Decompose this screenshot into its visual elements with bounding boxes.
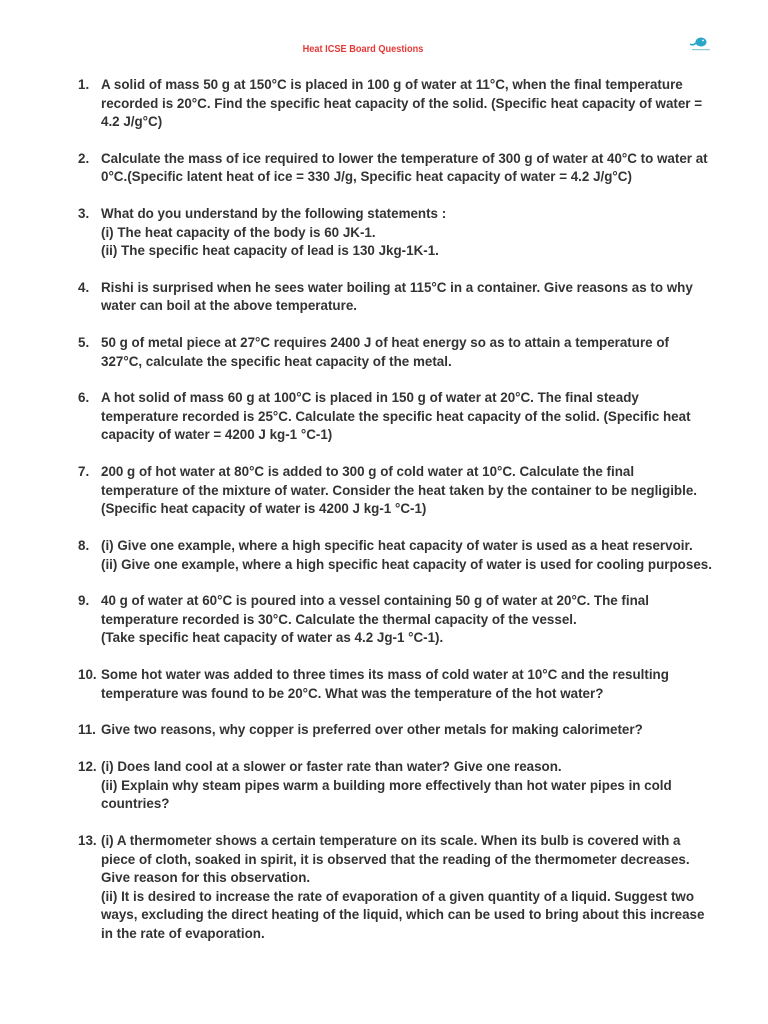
question-text-line: (ii) Give one example, where a high specific heat capacity of water is used for cooling purposes. — [101, 556, 712, 572]
question-text-line: Give reason for this observation. — [101, 870, 311, 886]
question-number: 11. — [78, 722, 96, 738]
question-number: 7. — [78, 464, 90, 480]
question-number: 6. — [78, 390, 90, 406]
question-text-line: Rishi is surprised when he sees water boiling at 115°C in a container. Give reasons as to why — [101, 279, 693, 295]
question-text-line: 4.2 J/g°C) — [101, 114, 163, 129]
question-item — [0, 150, 768, 187]
question-text-line: 40 g of water at 60°C is poured into a vessel containing 50 g of water at 20°C. The final — [101, 593, 649, 609]
question-text-line: temperature of the mixture of water. Consider the heat taken by the container to be negligible. — [101, 482, 697, 498]
question-text-line: in the rate of evaporation. — [101, 925, 265, 941]
question-text-line: (ii) Explain why steam pipes warm a building more effectively than hot water pipes in cold — [101, 777, 672, 793]
question-list — [0, 76, 768, 961]
question-item — [0, 758, 768, 814]
question-number: 8. — [78, 538, 90, 554]
question-text-line: (Specific heat capacity of water is 4200 J kg-1 °C-1) — [101, 501, 427, 517]
question-text-line: Some hot water was added to three times its mass of cold water at 10°C and the resulting — [101, 667, 669, 683]
question-text-line: temperature recorded is 25°C. Calculate the specific heat capacity of the solid. (Specific heat — [101, 408, 691, 424]
question-number: 5. — [78, 335, 90, 351]
question-text-line: (i) A thermometer shows a certain temperature on its scale. When its bulb is covered with a — [101, 833, 681, 849]
question-text-line: (ii) It is desired to increase the rate of evaporation of a given quantity of a liquid. Suggest two — [101, 888, 694, 904]
question-text-line: (Take specific heat capacity of water as 4.2 Jg-1 °C-1). — [101, 630, 444, 646]
question-text-line: (i) The heat capacity of the body is 60 JK-1. — [101, 224, 376, 240]
question-text-line: Calculate the mass of ice required to lower the temperature of 300 g of water at 40°C to water at — [101, 150, 708, 166]
page-title: Heat ICSE Board Questions — [302, 44, 424, 55]
question-number: 2. — [78, 150, 90, 166]
question-text-line: temperature was found to be 20°C. What was the temperature of the hot water? — [101, 685, 604, 701]
page-header — [0, 44, 768, 60]
question-number: 3. — [78, 206, 90, 222]
question-text-line: A solid of mass 50 g at 150°C is placed in 100 g of water at 11°C, when the final temperature — [101, 77, 683, 92]
question-text-line: 0°C.(Specific latent heat of ice = 330 J/g, Specific heat capacity of water = 4.2 J/g°C) — [101, 169, 632, 185]
question-item — [0, 537, 768, 574]
question-text-line: 200 g of hot water at 80°C is added to 300 g of cold water at 10°C. Calculate the final — [101, 464, 635, 480]
question-item — [0, 666, 768, 703]
question-text-line: ways, excluding the direct heating of the liquid, which can be used to bring about this increase — [101, 907, 705, 923]
question-item — [0, 279, 768, 316]
question-item — [0, 592, 768, 648]
question-text-line: Give two reasons, why copper is preferred over other metals for making calorimeter? — [101, 722, 643, 738]
question-text-line: A hot solid of mass 60 g at 100°C is placed in 150 g of water at 20°C. The final steady — [101, 390, 639, 406]
question-text-line: (ii) The specific heat capacity of lead is 130 Jkg-1K-1. — [101, 243, 439, 259]
question-item — [0, 76, 768, 132]
question-text-line: recorded is 20°C. Find the specific heat capacity of the solid. (Specific heat capacity of water = — [101, 95, 703, 111]
question-number: 9. — [78, 593, 90, 609]
question-text-line: (i) Does land cool at a slower or faster rate than water? Give one reason. — [101, 759, 562, 775]
question-item — [0, 721, 768, 740]
question-number: 13. — [78, 833, 97, 849]
question-text-line: What do you understand by the following statements : — [101, 206, 447, 222]
question-text-line: (i) Give one example, where a high specific heat capacity of water is used as a heat reservoir. — [101, 538, 693, 554]
question-number: 1. — [78, 77, 90, 92]
question-text-line: water can boil at the above temperature. — [101, 298, 357, 314]
question-text-line: temperature recorded is 30°C. Calculate the thermal capacity of the vessel. — [101, 611, 577, 627]
question-number: 12. — [78, 759, 97, 775]
question-text-line: piece of cloth, soaked in spirit, it is observed that the reading of the thermometer decreases. — [101, 851, 690, 867]
question-item — [0, 463, 768, 519]
question-item — [0, 832, 768, 943]
question-text-line: 327°C, calculate the specific heat capacity of the metal. — [101, 353, 452, 369]
question-number: 10. — [78, 667, 97, 683]
question-text-line: 50 g of metal piece at 27°C requires 2400 J of heat energy so as to attain a temperature of — [101, 335, 669, 351]
question-item — [0, 205, 768, 261]
question-number: 4. — [78, 279, 90, 295]
question-text-line: capacity of water = 4200 J kg-1 °C-1) — [101, 427, 333, 443]
question-item — [0, 334, 768, 371]
question-item — [0, 389, 768, 445]
question-text-line: countries? — [101, 796, 170, 812]
whale-logo-icon — [686, 34, 716, 52]
